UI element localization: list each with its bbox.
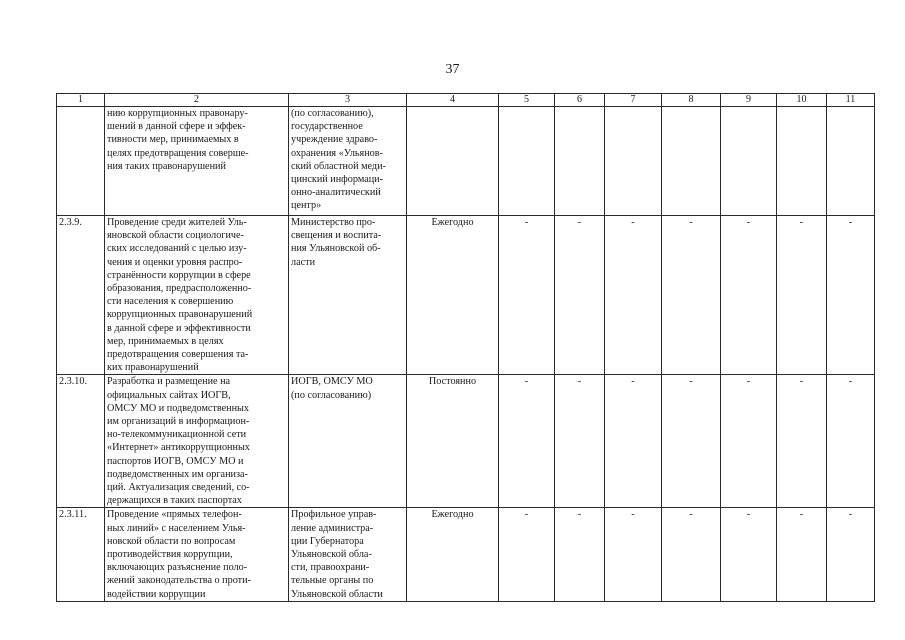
term-cell: Ежегодно — [407, 216, 499, 375]
column-header: 7 — [605, 94, 662, 107]
value-cell: - — [499, 508, 555, 601]
value-cell: - — [555, 375, 605, 508]
column-header: 3 — [289, 94, 407, 107]
column-header: 1 — [57, 94, 105, 107]
value-cell: - — [827, 508, 875, 601]
term-cell: Постоянно — [407, 375, 499, 508]
column-header: 10 — [777, 94, 827, 107]
value-cell: - — [662, 508, 721, 601]
table-row — [57, 216, 875, 375]
value-cell: - — [499, 375, 555, 508]
value-cell — [605, 107, 662, 216]
executor-cell — [289, 216, 407, 375]
table-row — [57, 375, 875, 508]
item-number: 2.3.10. — [57, 375, 105, 508]
measure-cell — [105, 375, 289, 508]
table-row — [57, 107, 875, 216]
executor-cell — [289, 508, 407, 601]
measure-text: Разработка и размещение на официальных сайтах ИОГВ, ОМСУ МО и подведомственных им организаций в информацион- но-телекоммуникационной сети «Интернет» антикоррупционных паспортов ИОГВ, ОМСУ МО и подведомственных им организа- ций. Актуализация сведений, со- держащихся в таких паспортах — [107, 376, 250, 507]
value-cell: - — [555, 216, 605, 375]
executor-text: (по согласованию), государственное учреждение здраво- охранения «Ульянов- ский областной меди- цинский информаци- онно-аналитический центр» — [291, 108, 386, 212]
term-cell: Ежегодно — [407, 508, 499, 601]
measure-cell — [105, 216, 289, 375]
value-cell: - — [777, 508, 827, 601]
executor-text: Профильное управ- ление администра- ции Губернатора Ульяновской обла- сти, правоохрани- тельные органы по Ульяновской области — [291, 509, 383, 600]
term-cell — [407, 107, 499, 216]
executor-text: Министерство про- свещения и воспита- ния Ульяновской об- ласти — [291, 217, 382, 268]
column-header: 8 — [662, 94, 721, 107]
column-header: 5 — [499, 94, 555, 107]
header-row — [57, 94, 875, 107]
measure-text: Проведение среди жителей Уль- яновской области социологиче- ских исследований с целью изу- чения и оценки уровня распро- странённости коррупции в сфере образования, предрасположенно- сти населения к совершению коррупционных правонарушений в данной сфере и эффективности мер, принимаемых в целях предотвращения совершения та- ких правонарушений — [107, 217, 253, 374]
executor-cell — [289, 375, 407, 508]
value-cell: - — [721, 508, 777, 601]
measures-table — [56, 93, 875, 602]
measure-text: нию коррупционных правонару- шений в данной сфере и эффек- тивности мер, принимаемых в целях предотвращения соверше- ния таких правонарушений — [107, 108, 249, 172]
item-number: 2.3.9. — [57, 216, 105, 375]
value-cell: - — [721, 216, 777, 375]
column-header: 9 — [721, 94, 777, 107]
measure-cell — [105, 508, 289, 601]
measure-cell — [105, 107, 289, 216]
value-cell: - — [662, 216, 721, 375]
value-cell: - — [605, 216, 662, 375]
value-cell — [721, 107, 777, 216]
value-cell: - — [721, 375, 777, 508]
table-row — [57, 508, 875, 601]
column-header: 6 — [555, 94, 605, 107]
value-cell — [662, 107, 721, 216]
value-cell: - — [605, 375, 662, 508]
value-cell: - — [662, 375, 721, 508]
item-number: 2.3.11. — [57, 508, 105, 601]
item-number — [57, 107, 105, 216]
value-cell — [777, 107, 827, 216]
page-number: 37 — [445, 62, 460, 77]
value-cell: - — [827, 216, 875, 375]
value-cell — [499, 107, 555, 216]
executor-text: ИОГВ, ОМСУ МО (по согласованию) — [291, 376, 373, 401]
value-cell: - — [605, 508, 662, 601]
column-header: 11 — [827, 94, 875, 107]
measure-text: Проведение «прямых телефон- ных линий» с населением Улья- новской области по вопросам противодействия коррупции, включающих разъяснение поло- жений законодательства о проти- водействии коррупции — [107, 509, 251, 600]
column-header: 2 — [105, 94, 289, 107]
value-cell: - — [777, 375, 827, 508]
executor-cell — [289, 107, 407, 216]
value-cell — [827, 107, 875, 216]
column-header: 4 — [407, 94, 499, 107]
value-cell: - — [827, 375, 875, 508]
value-cell: - — [499, 216, 555, 375]
value-cell: - — [555, 508, 605, 601]
value-cell — [555, 107, 605, 216]
value-cell: - — [777, 216, 827, 375]
